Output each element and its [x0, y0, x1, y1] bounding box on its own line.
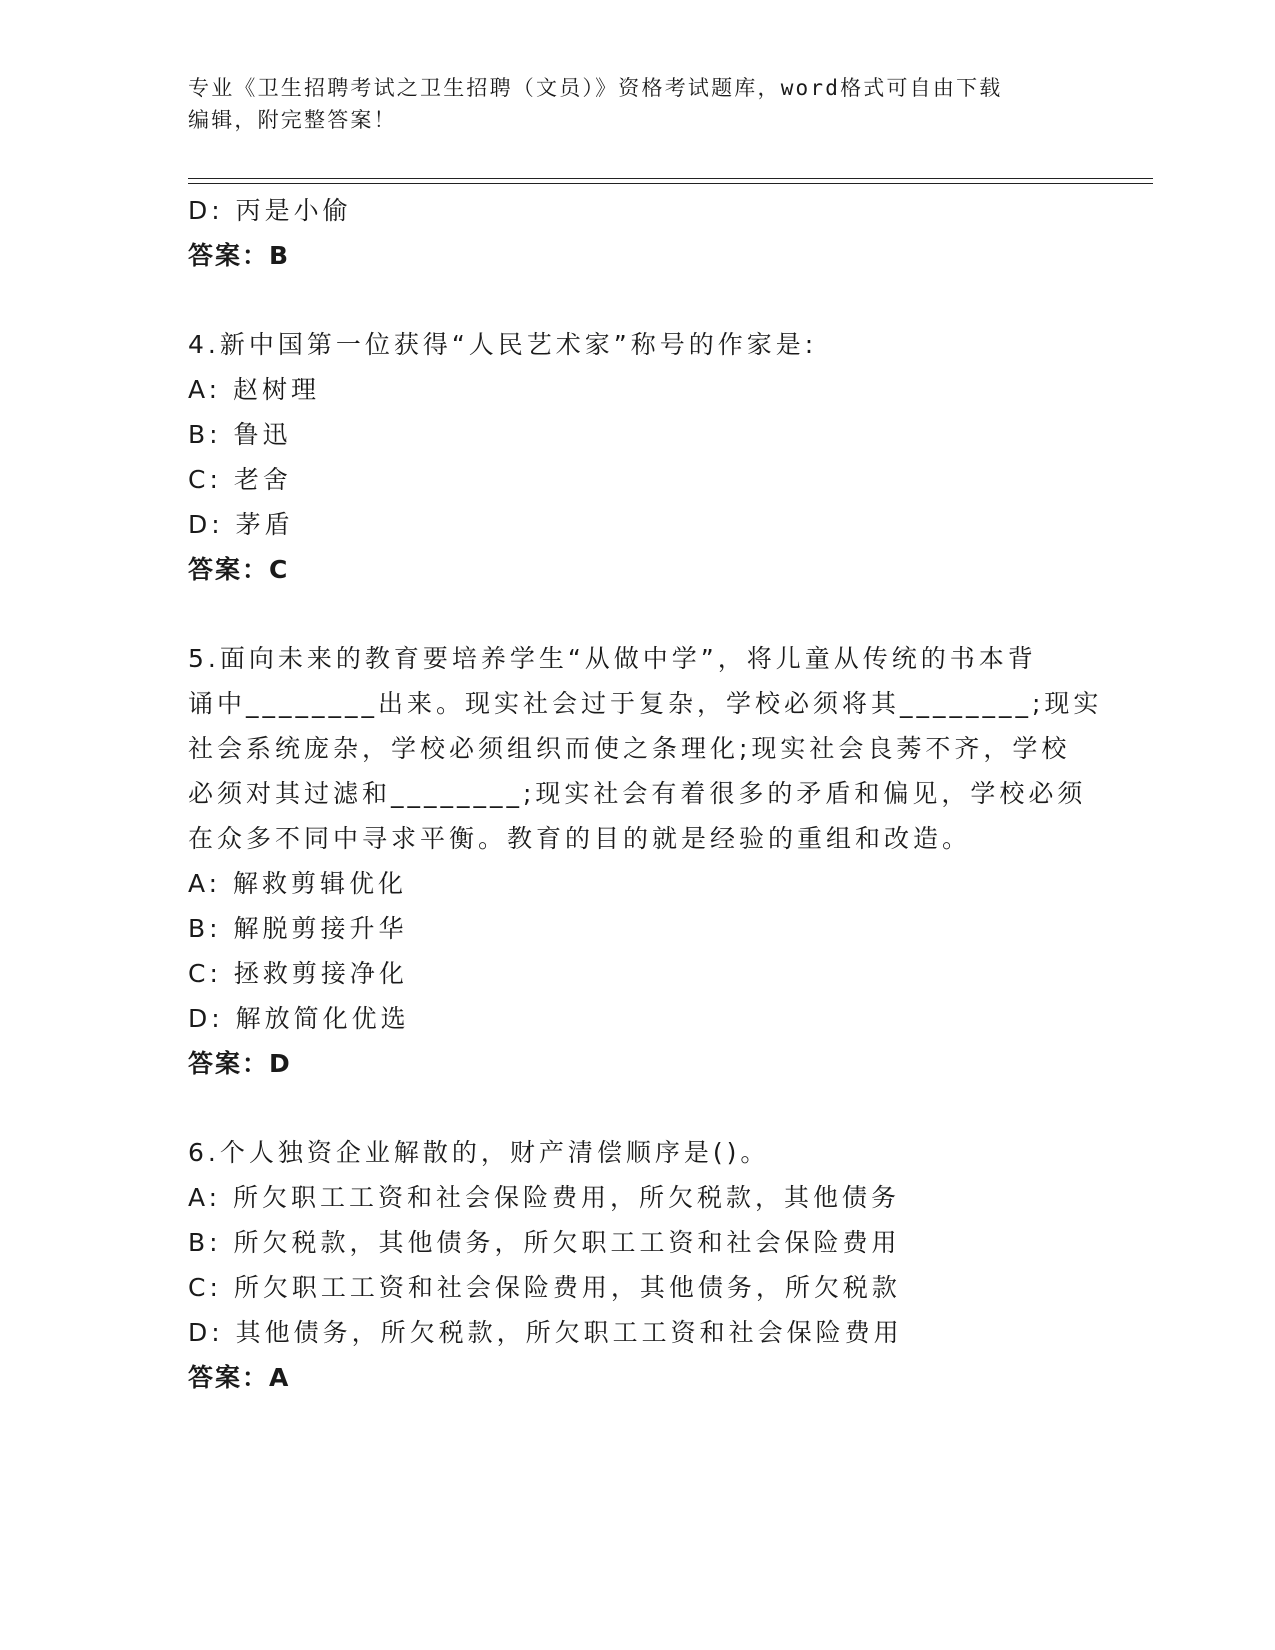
q4-answer: 答案：C	[188, 555, 290, 584]
spacer	[188, 278, 1088, 322]
q5-stem-line-2: 诵中________出来。现实社会过于复杂，学校必须将其________;现实	[188, 689, 1103, 718]
q5-stem-line-3: 社会系统庞杂，学校必须组织而使之条理化;现实社会良莠不齐，学校	[188, 734, 1071, 763]
document-header	[188, 72, 1078, 136]
q6-stem: 6.个人独资企业解散的，财产清偿顺序是()。	[188, 1138, 770, 1167]
q5-option-a: A: 解救剪辑优化	[188, 869, 408, 898]
q5-option-b: B: 解脱剪接升华	[188, 914, 408, 943]
q5-stem-line-1: 5.面向未来的教育要培养学生“从做中学”，将儿童从传统的书本背	[188, 644, 1037, 673]
header-rule-top	[188, 178, 1153, 179]
spacer	[188, 1086, 1088, 1130]
header-line-1: 专业《卫生招聘考试之卫生招聘（文员）》资格考试题库，word格式可自由下载	[188, 76, 1003, 100]
q6-option-a: A: 所欠职工工资和社会保险费用，所欠税款，其他债务	[188, 1183, 901, 1212]
q6-answer: 答案：A	[188, 1363, 291, 1392]
q4-option-c: C: 老舍	[188, 465, 292, 494]
spacer	[188, 592, 1088, 636]
q4-option-b: B: 鲁迅	[188, 420, 292, 449]
prev-option-d: D: 丙是小偷	[188, 196, 352, 225]
q4-option-d: D: 茅盾	[188, 510, 294, 539]
q6-option-c: C: 所欠职工工资和社会保险费用，其他债务，所欠税款	[188, 1273, 901, 1302]
prev-answer: 答案：B	[188, 241, 291, 270]
q5-stem-line-4: 必须对其过滤和________;现实社会有着很多的矛盾和偏见，学校必须	[188, 779, 1087, 808]
q4-stem: 4.新中国第一位获得“人民艺术家”称号的作家是:	[188, 330, 818, 359]
q5-answer: 答案：D	[188, 1049, 292, 1078]
q5-stem-line-5: 在众多不同中寻求平衡。教育的目的就是经验的重组和改造。	[188, 824, 972, 853]
q6-option-b: B: 所欠税款，其他债务，所欠职工工资和社会保险费用	[188, 1228, 901, 1257]
q6-option-d: D: 其他债务，所欠税款，所欠职工工资和社会保险费用	[188, 1318, 903, 1347]
q5-option-d: D: 解放简化优选	[188, 1004, 410, 1033]
header-line-2: 编辑，附完整答案！	[188, 108, 397, 132]
document-body	[188, 188, 1103, 1400]
q5-option-c: C: 拯救剪接净化	[188, 959, 408, 988]
q4-option-a: A: 赵树理	[188, 375, 321, 404]
header-rule-bottom	[188, 183, 1153, 184]
